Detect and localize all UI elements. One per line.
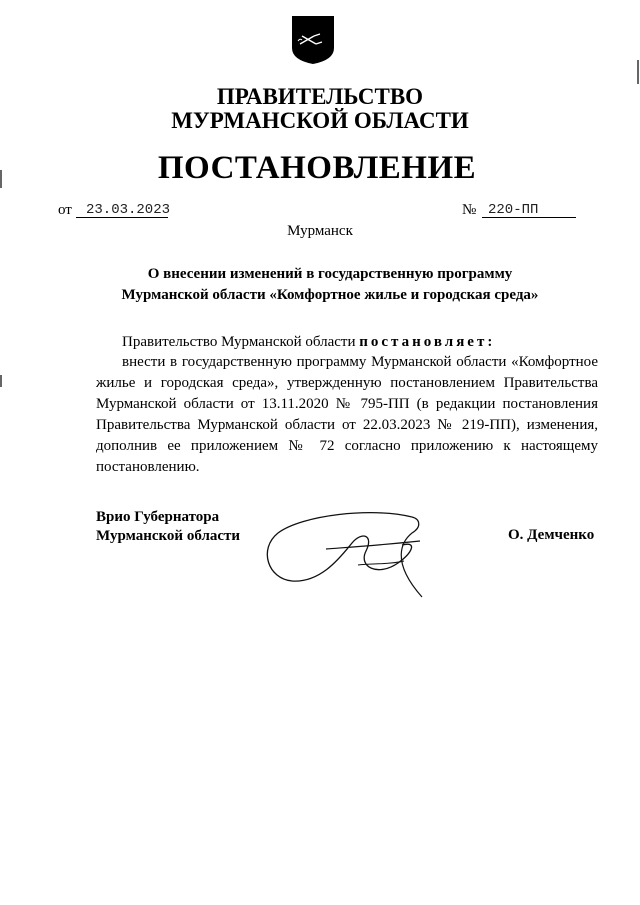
document-date: 23.03.2023: [86, 202, 171, 218]
intro-text: Правительство Мурманской области: [122, 334, 356, 350]
document-type-title: ПОСТАНОВЛЕНИЕ: [157, 150, 477, 186]
scan-margin-mark: [0, 170, 2, 188]
number-underline: [482, 217, 576, 218]
number-prefix: №: [462, 202, 477, 218]
decree-intro: [96, 332, 598, 353]
document-subject: [60, 264, 600, 306]
decree-word: постановляет:: [359, 334, 496, 350]
date-prefix: от: [58, 202, 72, 218]
scan-margin-mark: [0, 375, 2, 387]
document-number: 220-ПП: [488, 202, 539, 218]
position-line2: Мурманской области: [96, 528, 241, 544]
handwritten-signature: [262, 505, 462, 605]
coat-of-arms-emblem: [290, 14, 336, 66]
scan-margin-mark: [637, 60, 639, 84]
subject-line1: О внесении изменений в государственную программу: [147, 266, 513, 282]
signatory-name: О. Демченко: [508, 527, 595, 543]
date-underline: [76, 217, 168, 218]
city-name: Мурманск: [287, 223, 353, 239]
government-name-line2: МУРМАНСКОЙ ОБЛАСТИ: [171, 108, 469, 133]
signatory-position: [96, 508, 240, 546]
position-line1: Врио Губернатора: [96, 509, 220, 525]
decree-paragraph: внести в государственную программу Мурманской области «Комфортное жилье и городская среда», утвержденную постановлением Правительства Мурманской области от 13.11.2020 № 795-ПП (в редакции постановления Правительства Мурманской области от 22.03.2023 № 219-ПП), изменения, дополнив ее приложением № 72 согласно приложению к настоящему постановлению.: [96, 354, 598, 475]
subject-line2: Мурманской области «Комфортное жилье и городская среда»: [121, 287, 539, 303]
government-name-line1: ПРАВИТЕЛЬСТВО: [216, 84, 424, 109]
